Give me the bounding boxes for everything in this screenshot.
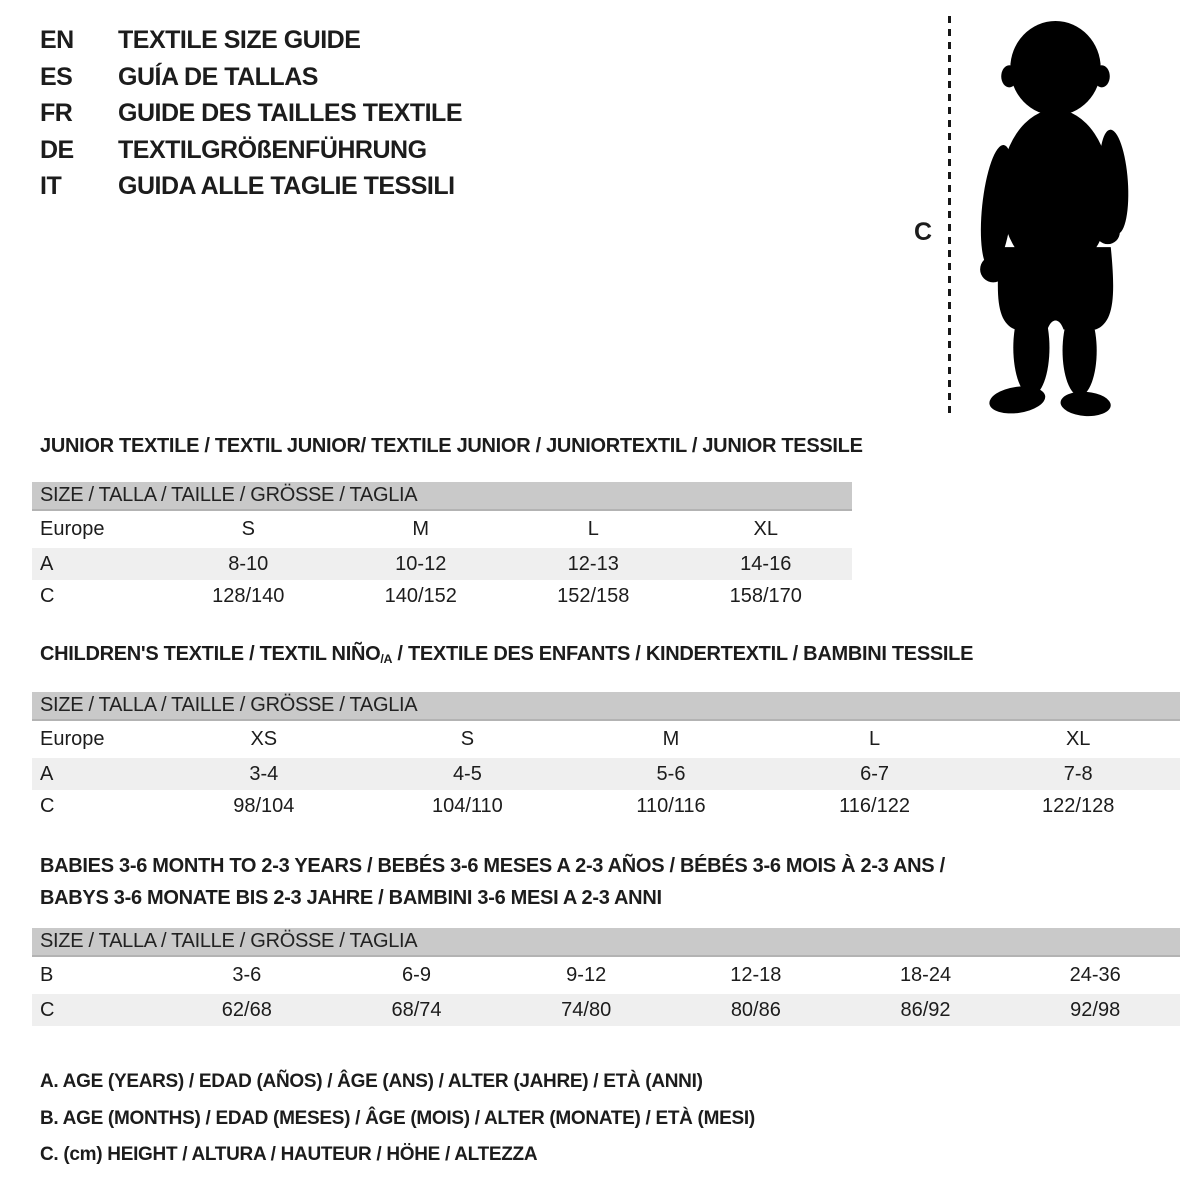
table-row	[32, 957, 1180, 994]
table-cell: 140/152	[384, 584, 457, 607]
language-code: ES	[40, 62, 73, 91]
table-cell: S	[241, 518, 255, 540]
table-row	[32, 994, 1180, 1026]
title-subscript: /A	[380, 652, 393, 667]
table-header: SIZE / TALLA / TAILLE / GRÖSSE / TAGLIA	[32, 928, 1180, 957]
table-cell: 80/86	[730, 998, 781, 1021]
language-title: GUIDA ALLE TAGLIE TESSILI	[118, 172, 455, 200]
table-header: SIZE / TALLA / TAILLE / GRÖSSE / TAGLIA	[32, 692, 1180, 721]
table-cell: 104/110	[431, 794, 503, 817]
section-title-line	[40, 882, 1180, 914]
size-table	[32, 692, 1180, 822]
table-cell: 62/68	[221, 998, 272, 1021]
section-title-line	[40, 642, 1180, 669]
table-cell: 122/128	[1042, 794, 1115, 817]
language-title: TEXTILGRÖßENFÜHRUNG	[118, 135, 427, 164]
title-text: / TEXTILE DES ENFANTS / KINDERTEXTIL / BAMBINI TESSILE	[392, 643, 974, 665]
table-cell: 6-7	[860, 762, 890, 785]
table-cell: 110/116	[636, 794, 706, 817]
table-row	[32, 790, 1180, 822]
table-row	[32, 580, 852, 612]
row-label: C	[40, 584, 55, 607]
title-text: JUNIOR TEXTILE / TEXTIL JUNIOR/ TEXTILE JUNIOR / JUNIORTEXTIL / JUNIOR TESSILE	[40, 435, 863, 457]
language-title: GUÍA DE TALLAS	[118, 62, 318, 91]
table-cell: 7-8	[1063, 762, 1093, 785]
table-cell: 5-6	[656, 762, 686, 785]
language-title: GUIDE DES TAILLES TEXTILE	[118, 99, 463, 127]
title-text: BABYS 3-6 MONATE BIS 2-3 JAHRE / BAMBINI 3-6 MESI A 2-3 ANNI	[40, 887, 662, 909]
table-cell: 128/140	[212, 584, 285, 607]
table-cell: 9-12	[566, 964, 607, 986]
legend-line: A. AGE (YEARS) / EDAD (AÑOS) / ÂGE (ANS) / ALTER (JAHRE) / ETÀ (ANNI)	[40, 1071, 703, 1092]
legend	[40, 1064, 755, 1174]
language-title: TEXTILE SIZE GUIDE	[118, 26, 361, 54]
language-row	[40, 168, 462, 205]
size-section	[32, 434, 863, 612]
table-cell: 12-18	[730, 964, 782, 986]
language-row	[40, 95, 462, 132]
table-row	[32, 721, 1180, 758]
row-label: C	[40, 998, 55, 1021]
table-cell: L	[587, 518, 599, 540]
table-row	[32, 758, 1180, 790]
table-cell: 12-13	[567, 552, 619, 575]
section-title-line	[40, 850, 1180, 882]
table-cell: 6-9	[402, 964, 431, 986]
row-label: A	[40, 762, 54, 785]
table-cell: 14-16	[740, 552, 792, 575]
language-row	[40, 22, 462, 59]
row-label: C	[40, 794, 55, 817]
section-title	[40, 642, 1180, 669]
table-cell: 86/92	[900, 998, 951, 1021]
row-label: Europe	[40, 728, 105, 750]
table-cell: 98/104	[233, 794, 295, 817]
table-cell: 116/122	[839, 794, 910, 817]
table-cell: M	[662, 728, 680, 750]
table-header: SIZE / TALLA / TAILLE / GRÖSSE / TAGLIA	[32, 482, 852, 511]
table-cell: 18-24	[899, 964, 952, 986]
table-cell: 158/170	[729, 584, 802, 607]
language-code: EN	[40, 26, 74, 54]
table-cell: 24-36	[1069, 964, 1121, 986]
language-code: IT	[40, 172, 62, 200]
table-cell: L	[869, 728, 881, 750]
table-cell: 3-6	[232, 964, 262, 986]
table-cell: 74/80	[561, 998, 612, 1021]
table-row	[32, 511, 852, 548]
table-cell: 92/98	[1070, 998, 1121, 1021]
language-code: DE	[40, 135, 74, 164]
language-code: FR	[40, 99, 73, 127]
row-label: Europe	[40, 518, 105, 540]
table-cell: 8-10	[228, 552, 269, 575]
title-text: BABIES 3-6 MONTH TO 2-3 YEARS / BEBÉS 3-6 MESES A 2-3 AÑOS / BÉBÉS 3-6 MOIS À 2-3 ANS /	[40, 855, 945, 877]
table-cell: 68/74	[391, 998, 442, 1021]
table-cell: 4-5	[452, 762, 482, 785]
size-table	[32, 482, 852, 612]
section-title	[40, 434, 863, 459]
table-cell: XS	[250, 728, 278, 750]
table-cell: 152/158	[557, 584, 630, 607]
legend-line: C. (cm) HEIGHT / ALTURA / HAUTEUR / HÖHE / ALTEZZA	[40, 1144, 538, 1165]
language-header	[40, 22, 462, 205]
language-row	[40, 132, 462, 169]
table-cell: M	[412, 518, 430, 540]
table-cell: 10-12	[395, 552, 447, 575]
height-measure-line	[948, 16, 951, 418]
height-measure-label: C	[914, 218, 933, 246]
table-cell: S	[460, 728, 475, 750]
language-row	[40, 59, 462, 96]
section-title-line	[40, 434, 863, 459]
title-text: CHILDREN'S TEXTILE / TEXTIL NIÑO	[40, 643, 381, 665]
size-table	[32, 928, 1180, 1026]
table-cell: XL	[753, 518, 778, 540]
row-label: B	[40, 964, 54, 986]
row-label: A	[40, 552, 54, 575]
section-title	[40, 850, 1180, 914]
table-cell: XL	[1065, 728, 1091, 750]
baby-figure	[900, 0, 1200, 430]
legend-line: B. AGE (MONTHS) / EDAD (MESES) / ÂGE (MOIS) / ALTER (MONATE) / ETÀ (MESI)	[40, 1107, 755, 1129]
size-section	[32, 850, 1180, 1026]
table-cell: 3-4	[249, 762, 279, 785]
size-section	[32, 642, 1180, 822]
baby-silhouette-icon	[966, 16, 1144, 418]
table-row	[32, 548, 852, 580]
